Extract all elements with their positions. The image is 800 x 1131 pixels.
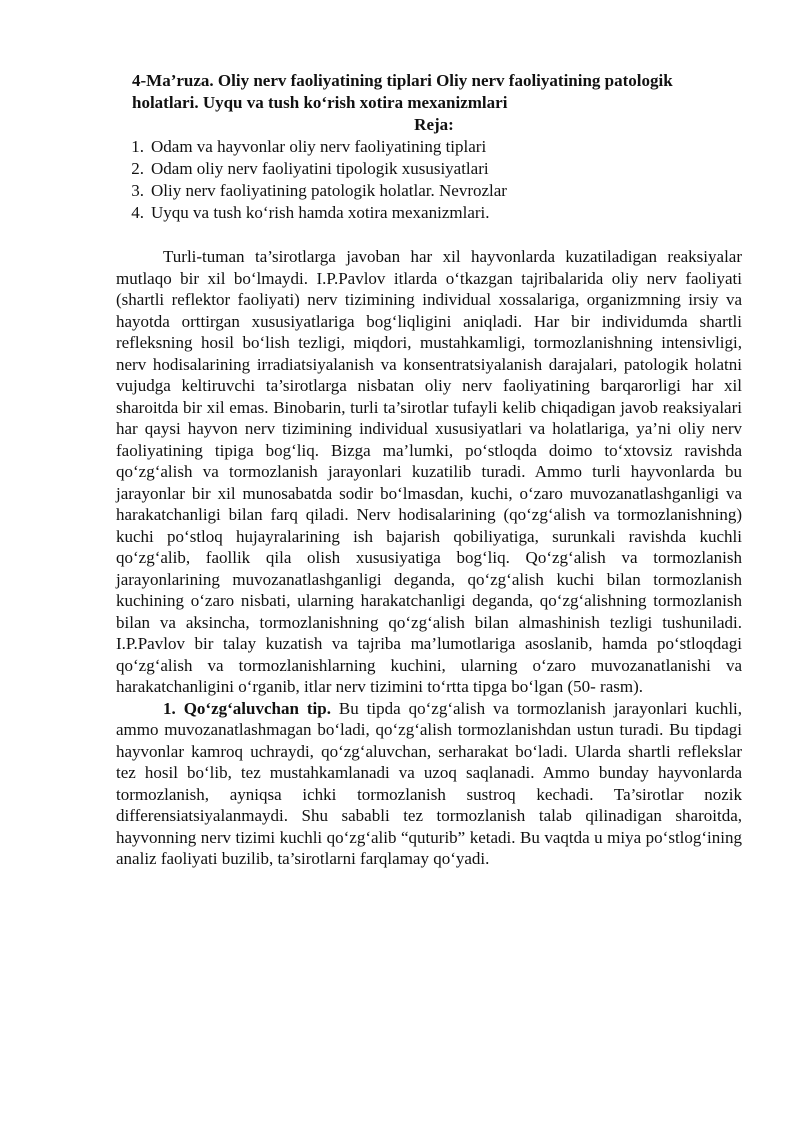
- plan-item-number: 3.: [131, 181, 144, 200]
- plan-item-number: 1.: [131, 137, 144, 156]
- plan-item-number: 2.: [131, 159, 144, 178]
- paragraph-excitable-type: [116, 698, 742, 870]
- document-page: [116, 70, 742, 870]
- paragraph-intro: Turli-tuman ta’sirotlarga javoban har xil hayvonlarda kuzatiladigan reaksiyalar mutlaqo bir xil bo‘lmaydi. I.P.Pavlov itlarda o‘tkazgan tajribalarida oliy nerv faoliyati (shartli reflektor faoliyati) nerv tizimining individual xossalariga, organizmning irsiy va hayotda orttirgan xususiyatlariga bog‘liqligini aniqladi. Har bir individumda shartli refleksning hosil bo‘lish tezligi, miqdori, mustahkamligi, tormozlanishning intensivligi, nerv hodisalarining irradiatsiyalanish va konsentratsiyalanish darajalari, patologik holatni vujudga keltiruvchi ta’sirotlarga nisbatan oliy nerv faoliyatining barqarorligi har xil sharoitda bir xil emas. Binobarin, turli ta’sirotlar tufayli kelib chiqadigan javob reaksiyalari har qaysi hayvon nerv tizimining individual xususiyatlari va holatlariga, ya’ni oliy nerv faoliyatining tipiga bog‘liq. Bizga ma’lumki, po‘stloqda doimo to‘xtovsiz ravishda qo‘zg‘alish va tormozlanish jarayonlari kuzatilib turadi. Ammo turli hayvonlarda bu jarayonlar bir xil munosabatda sodir bo‘lmasdan, kuchi, o‘zaro muvozanatlashganligi va harakatchanligi bilan farq qiladi. Nerv hodisalarining (qo‘zg‘alish va tormozlanishning) kuchi po‘stloq hujayralarining ish bajarish qobiliyatiga, surunkali ravishda kuchli qo‘zg‘alib, faollik qila olish xususiyatiga bog‘liq. Qo‘zg‘alish va tormozlanish jarayonlarining muvozanatlashganligi deganda, qo‘zg‘alish kuchi bilan tormozlanish kuchining o‘zaro nisbati, ularning harakatchanligi deganda, qo‘zg‘alishning tormozlanish bilan va aksincha, tormozlanishning qo‘zg‘alish bilan almashinish tezligi tushuniladi. I.P.Pavlov bir talay kuzatish va tajriba ma’lumotlariga asoslanib, hamda po‘stloqdagi qo‘zg‘alish va tormozlanishlarning kuchini, ularning o‘zaro muvozanatlanishi va harakatchanligini o‘rganib, itlar nerv tizimini to‘rtta tipga bo‘lgan (50- rasm).: [116, 247, 742, 696]
- plan-item-number: 4.: [131, 203, 144, 222]
- plan-item: [116, 158, 742, 180]
- plan-item-text: Oliy nerv faoliyatining patologik holatlar. Nevrozlar: [151, 181, 507, 200]
- paragraph-body: Bu tipda qo‘zg‘alish va tormozlanish jarayonlari kuchli, ammo muvozanatlashmagan bo‘ladi, qo‘zg‘alish tormozlanishdan ustun turadi. Bu tipdagi hayvonlar kamroq uchraydi, qo‘zg‘aluvchan, serharakat bo‘ladi. Ularda shartli reflekslar tez hosil bo‘lib, tez mustahkamlanadi va uzoq saqlanadi. Ammo bunday hayvonlarda tormozlanish, ayniqsa ichki tormozlanish sustroq kechadi. Ta’sirotlar nozik differensiatsiyalanmaydi. Shu sababli tez tormozlanish talab qilinadigan sharoitda, hayvonning nerv tizimi kuchli qo‘zg‘alib “quturib” ketadi. Bu vaqtda u miya po‘stlog‘ining analiz faoliyati buzilib, ta’sirotlarni farqlamay qo‘yadi.: [116, 698, 743, 868]
- lecture-title: 4-Ma’ruza. Oliy nerv faoliyatining tiplari Oliy nerv faoliyatining patologik holatlari. Uyqu va tush ko‘rish xotira mexanizmlari: [132, 71, 673, 112]
- plan-item-text: Odam va hayvonlar oliy nerv faoliyatining tiplari: [151, 137, 487, 156]
- plan-item-text: Uyqu va tush ko‘rish hamda xotira mexanizmlari.: [151, 203, 490, 222]
- plan-item-text: Odam oliy nerv faoliyatini tipologik xususiyatlari: [151, 159, 489, 178]
- plan-item: [116, 136, 742, 158]
- plan-item: [116, 180, 742, 202]
- paragraph-lead: 1. Qo‘zg‘aluvchan tip.: [163, 698, 331, 718]
- plan-heading: Reja:: [414, 115, 454, 134]
- spacer: [116, 224, 742, 246]
- plan-list: [116, 136, 742, 224]
- plan-item: [116, 202, 742, 224]
